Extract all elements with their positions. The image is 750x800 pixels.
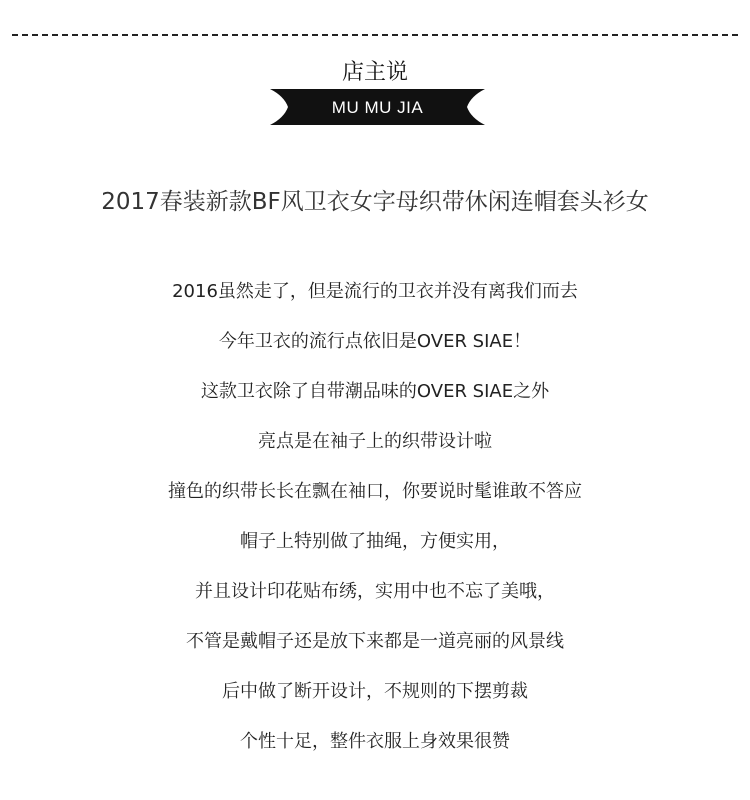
brand-banner	[270, 88, 485, 127]
description-line: 帽子上特别做了抽绳，方便实用，	[240, 531, 510, 552]
description-line: 2016虽然走了，但是流行的卫衣并没有离我们而去	[172, 281, 578, 302]
description-line: 不管是戴帽子还是放下来都是一道亮丽的风景线	[186, 631, 564, 652]
description-line: 今年卫衣的流行点依旧是OVER SIAE！	[218, 331, 532, 352]
brand-name: MU MU JIA	[331, 98, 424, 117]
product-title: 2017春装新款BF风卫衣女字母织带休闲连帽套头衫女	[101, 189, 649, 215]
description-line: 这款卫衣除了自带潮品味的OVER SIAE之外	[200, 381, 550, 402]
description-line: 亮点是在袖子上的织带设计啦	[258, 431, 492, 452]
section-title: 店主说	[341, 60, 408, 85]
dashed-divider	[12, 34, 738, 36]
description-line: 后中做了断开设计，不规则的下摆剪裁	[222, 681, 528, 702]
description-line: 并且设计印花贴布绣，实用中也不忘了美哦，	[195, 581, 555, 602]
description-line: 撞色的织带长长在飘在袖口，你要说时髦谁敢不答应	[168, 481, 582, 502]
description-line: 个性十足，整件衣服上身效果很赞	[240, 731, 510, 752]
description-list	[0, 278, 750, 778]
